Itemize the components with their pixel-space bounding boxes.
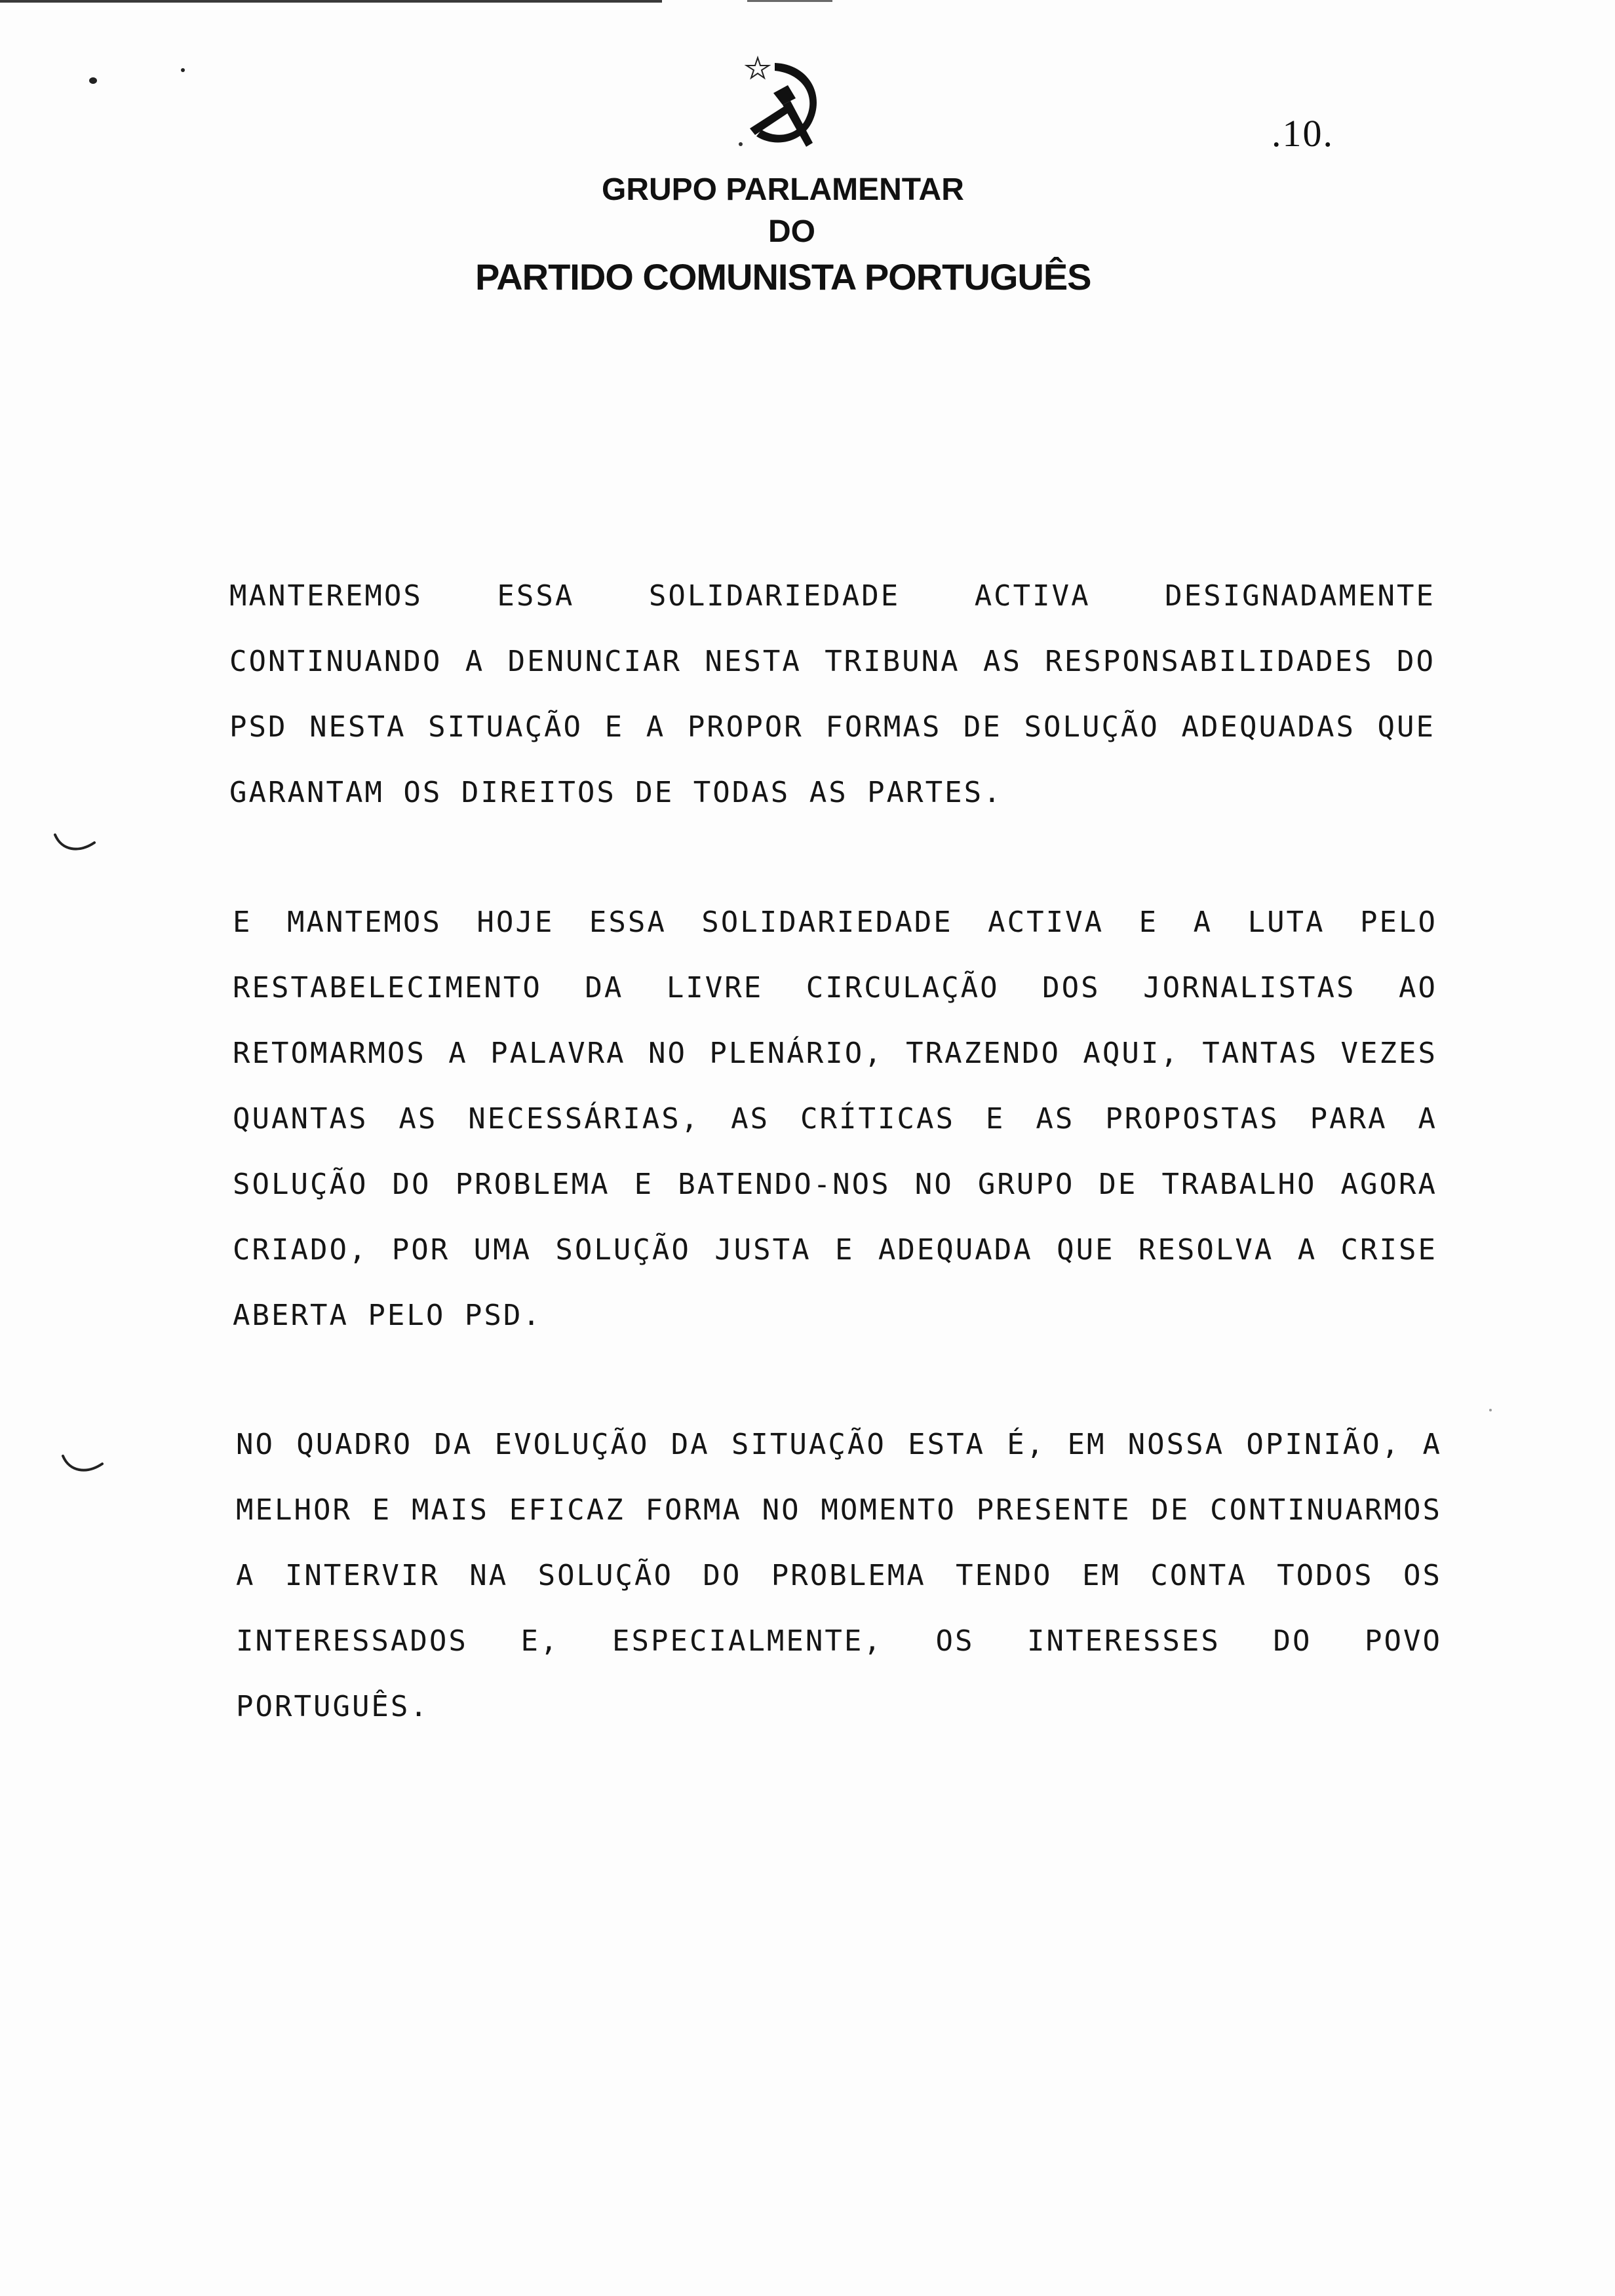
hammer-and-sickle-with-star-icon [728,50,839,168]
margin-check-mark [52,831,98,857]
body-paragraph: MANTEREMOS ESSA SOLIDARIEDADE ACTIVA DESIGNADAMENTE CONTINUANDO A DENUNCIAR NESTA TRIBUNA AS RESPONSABILIDADES DO PSD NESTA SITUAÇÃO E A PROPOR FORMAS DE SOLUÇÃO ADEQUADAS QUE GARANTAM OS DIREITOS DE TODAS AS PARTES. [229,579,1435,809]
scan-speck [1489,1409,1492,1411]
scan-speck [181,68,185,72]
body-paragraph: E MANTEMOS HOJE ESSA SOLIDARIEDADE ACTIVA E A LUTA PELO RESTABELECIMENTO DA LIVRE CIRCULAÇÃO DOS JORNALISTAS AO RETOMARMOS A PALAVRA NO PLENÁRIO, TRAZENDO AQUI, TANTAS VEZES QUANTAS AS NECESSÁRIAS, AS CRÍTICAS E AS PROPOSTAS PARA A SOLUÇÃO DO PROBLEMA E BATENDO-NOS NO GRUPO DE TRABALHO AGORA CRIADO, POR UMA SOLUÇÃO JUSTA E ADEQUADA QUE RESOLVA A CRISE ABERTA PELO PSD. [233,906,1437,1332]
letterhead-line-group: GRUPO PARLAMENTAR [602,172,964,207]
scan-speck [89,77,97,84]
top-edge-rule-fragment [747,0,832,2]
margin-check-mark [60,1452,106,1478]
top-edge-rule [0,0,662,3]
body-paragraph: NO QUADRO DA EVOLUÇÃO DA SITUAÇÃO ESTA É, EM NOSSA OPINIÃO, A MELHOR E MAIS EFICAZ FORMA NO MOMENTO PRESENTE DE CONTINUARMOS A INTERVIR NA SOLUÇÃO DO PROBLEMA TENDO EM CONTA TODOS OS INTERESSADOS E, ESPECIALMENTE, OS INTERESSES DO POVO PORTUGUÊS. [236,1428,1442,1723]
letterhead-line-do: DO [768,214,815,249]
letterhead-line-party: PARTIDO COMUNISTA PORTUGUÊS [475,256,1091,297]
page-number: .10. [1272,112,1334,155]
